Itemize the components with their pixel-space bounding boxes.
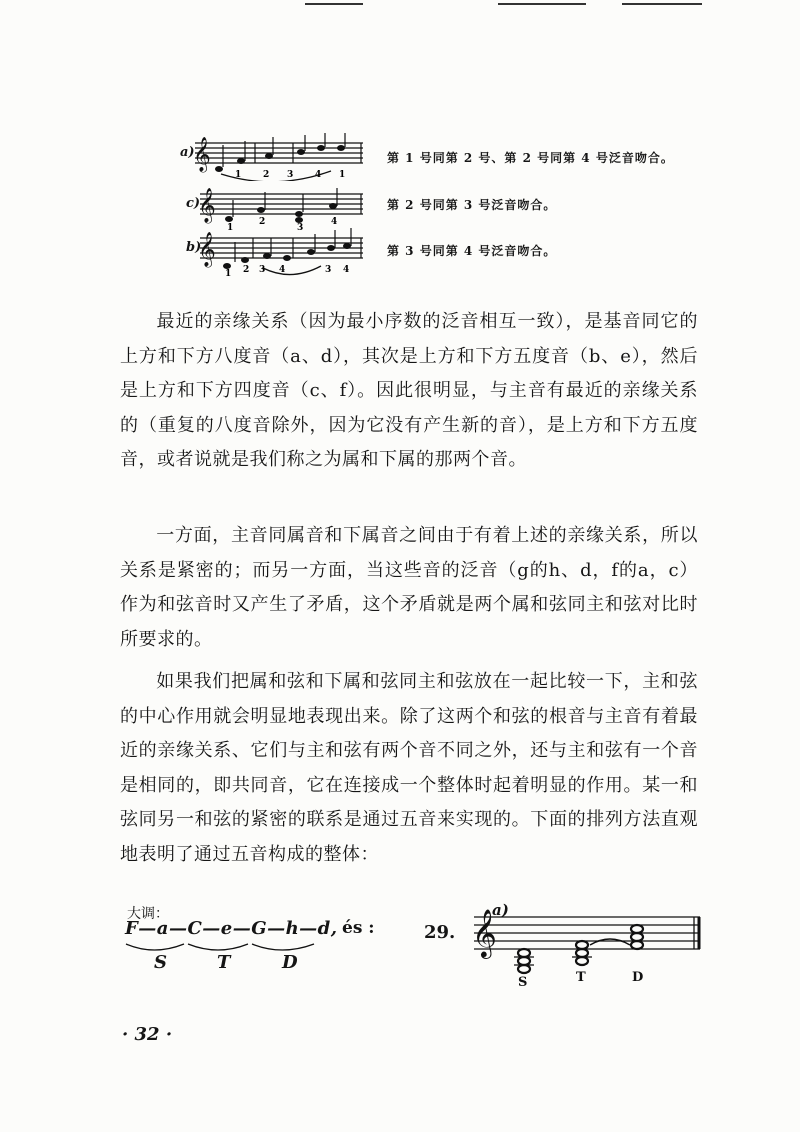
page-number: · 32 · [122, 1024, 173, 1045]
function-s: S [154, 952, 167, 973]
example-29-label: a) [492, 901, 509, 919]
es-text: és : [342, 918, 375, 938]
finger-a1: 1 [235, 170, 242, 180]
finger-b3: 3 [259, 265, 266, 275]
finger-a3: 3 [287, 170, 294, 180]
paragraph-3 [120, 665, 698, 872]
finger-b4: 4 [279, 265, 286, 275]
svg-text:𝄞: 𝄞 [472, 908, 497, 957]
example-c-staff [175, 184, 370, 232]
finger-c2: 2 [259, 217, 266, 227]
paragraph-2 [120, 519, 698, 657]
example-a-caption: 第 1 号同第 2 号、第 2 号同第 4 号泛音吻合。 [387, 151, 674, 165]
top-rule-1 [305, 3, 363, 5]
paragraph-3-text: 如果我们把属和弦和下属和弦同主和弦放在一起比较一下，主和弦的中心作用就会明显地表现出来。除了这两个和弦的根音与主音有着最近的亲缘关系、它们与主和弦有两个音不同之外，还与主和弦有一个音是相同的，即共同音，它在连接成一个整体时起着明显的作用。某一和弦同另一和弦的紧密的联系是通过五音来实现的。下面的排列方法直观地表明了通过五音构成的整体： [120, 671, 698, 865]
scale-sequence: F—a—C—e—G—h—d, [125, 918, 338, 939]
finger-b2: 2 [243, 265, 250, 275]
top-rule-2 [498, 3, 586, 5]
svg-text:𝄞: 𝄞 [198, 232, 216, 267]
example-b-staff [175, 228, 370, 278]
finger-c4: 4 [331, 217, 338, 227]
top-rule-3 [622, 3, 702, 5]
finger-b6: 4 [343, 265, 350, 275]
example-a-staff [175, 133, 370, 181]
finger-b5: 3 [325, 265, 332, 275]
example-a-label: a) [180, 145, 195, 160]
svg-text:𝄞: 𝄞 [193, 137, 211, 172]
function-d: D [282, 952, 298, 973]
finger-b1: 1 [225, 269, 232, 278]
paragraph-1-text: 最近的亲缘关系（因为最小序数的泛音相互一致），是基音同它的上方和下方八度音（a、d），其次是上方和下方五度音（b、e），然后是上方和下方四度音（c、f）。因此很明显，与主音有最近的亲缘关系的（重复的八度音除外，因为它没有产生新的音），是上方和下方五度音，或者说就是我们称之为属和下属的那两个音。 [120, 311, 698, 470]
function-t: T [217, 952, 231, 973]
chord-label-d: D [632, 970, 644, 985]
finger-c1: 1 [227, 223, 234, 232]
svg-text:𝄞: 𝄞 [198, 188, 216, 223]
paragraph-2-text: 一方面，主音同属音和下属音之间由于有着上述的亲缘关系，所以关系是紧密的；而另一方面，当这些音的泛音（g的h、d，f的a，c）作为和弦音时又产生了矛盾，这个矛盾就是两个属和弦同主和弦对比时所要求的。 [120, 525, 698, 650]
example-c-caption: 第 2 号同第 3 号泛音吻合。 [387, 198, 557, 212]
example-b-label: b) [186, 240, 202, 255]
example-b-caption: 第 3 号同第 4 号泛音吻合。 [387, 244, 557, 258]
example-c-label: c) [186, 196, 201, 211]
finger-a4: 4 [315, 170, 322, 180]
finger-a5: 1 [339, 170, 346, 180]
chord-label-t: T [576, 970, 586, 985]
paragraph-1 [120, 305, 698, 478]
chord-label-s: S [518, 975, 528, 988]
example-number: 29. [424, 922, 456, 943]
finger-c3: 3 [297, 223, 304, 232]
finger-a2: 2 [263, 170, 270, 180]
example-29-staff [462, 893, 712, 988]
major-key-label: 大调： [127, 906, 169, 922]
